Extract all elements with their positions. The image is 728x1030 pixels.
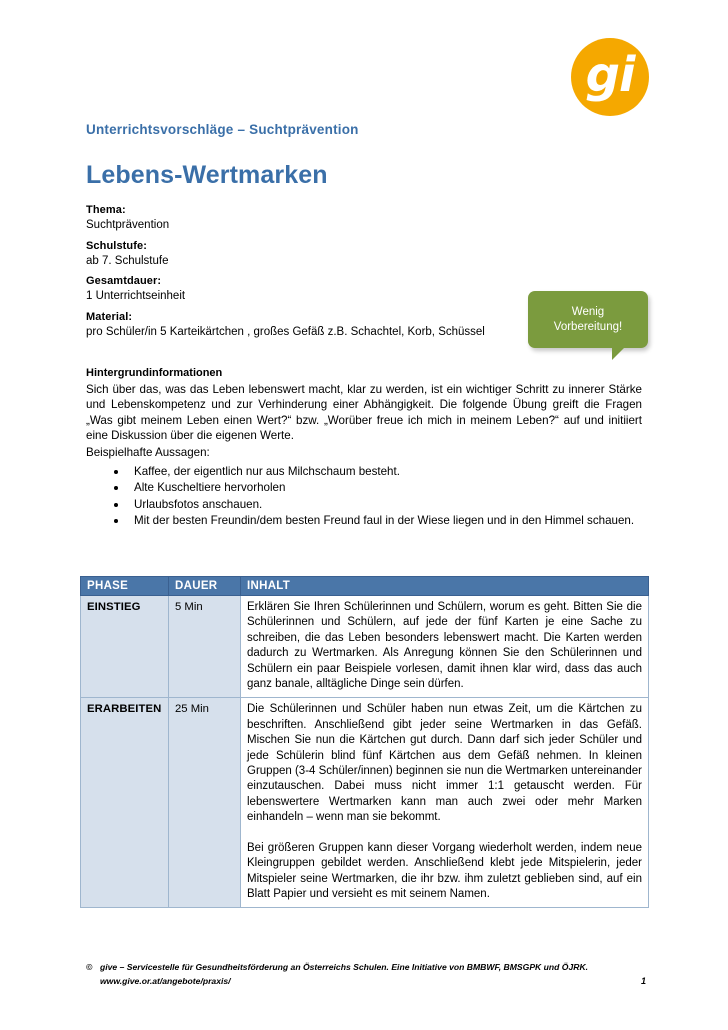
cell-inhalt: [241, 698, 649, 908]
table-row: [81, 698, 649, 908]
column-header-dauer: DAUER: [169, 577, 241, 596]
meta-item-thema: [86, 205, 606, 232]
page-title: Lebens-Wertmarken: [86, 161, 328, 189]
footer-copyright-symbol: ©: [86, 962, 93, 972]
list-item: Kaffee, der eigentlich nur aus Milchschaum besteht.: [110, 464, 642, 479]
examples-list: [86, 464, 642, 529]
footer-credit-line: give – Servicestelle für Gesundheitsförderung an Österreichs Schulen. Eine Initiative von BMBWF, BMSGPK und ÖJRK.: [100, 962, 589, 972]
background-subheading: Beispielhafte Aussagen:: [86, 445, 210, 459]
cell-paragraph: Bei größeren Gruppen kann dieser Vorgang wiederholt werden, indem neue Kleingruppen gebildet werden. Anschließend klebt jede Mitspielerin, jeder Mitspieler seine Wertmarken, die ihr bzw. ihm zuletzt geblieben sind, auf ein Blatt Papier und versieht es mit seinem Namen.: [247, 841, 642, 900]
logo-text: gi: [585, 47, 635, 103]
column-header-inhalt: INHALT: [241, 577, 649, 596]
callout-text: [554, 305, 622, 335]
cell-dauer: 5 Min: [169, 596, 241, 698]
list-item: Mit der besten Freundin/dem besten Freund faul in der Wiese liegen und in den Himmel schauen.: [110, 513, 642, 528]
meta-label: Gesamtdauer:: [86, 275, 162, 287]
give-logo: [571, 38, 649, 116]
table-row: [81, 596, 649, 698]
list-item: Urlaubsfotos anschauen.: [110, 497, 642, 512]
cell-paragraph: Erklären Sie Ihren Schülerinnen und Schülern, worum es geht. Bitten Sie die Schülerinnen und Schülern, auf jede der fünf Karten je eine Sache zu schreiben, die das Leben besonders lebenswert macht. Die Karten werden dadurch zu Wertmarken. Als Anregung können Sie den Schülerinnen und Schülern ein paar Beispiele vorlesen, damit ihnen klar wird, dass das auch ganz banale, alltägliche Dinge sein dürfen.: [247, 601, 642, 691]
cell-phase: EINSTIEG: [81, 596, 169, 698]
callout-tail: [612, 347, 625, 360]
meta-label: Material:: [86, 310, 133, 323]
footer-url: www.give.or.at/angebote/praxis/: [100, 976, 231, 986]
meta-value: Suchtprävention: [86, 219, 170, 231]
document-kicker: Unterrichtsvorschläge – Suchtprävention: [86, 122, 359, 137]
meta-label: Thema:: [86, 204, 126, 216]
page-number: 1: [640, 976, 646, 986]
list-item: Alte Kuscheltiere hervorholen: [110, 480, 642, 495]
background-text: Sich über das, was das Leben lebenswert macht, klar zu werden, ist ein wichtiger Schritt zu innerer Stärke und Lebenskompetenz und zur Verhinderung einer Abhängigkeit. Die folgende Übung greift die Fragen „Was gibt meinem Leben einen Wert?“ bzw. „Worüber freue ich mich in meinem Leben?“ auf und initiiert eine Diskussion über die eigenen Werte.: [86, 383, 642, 443]
cell-inhalt: [241, 596, 649, 698]
background-heading: Hintergrundinformationen: [86, 367, 223, 379]
cell-dauer: 25 Min: [169, 698, 241, 908]
column-header-phase: PHASE: [81, 577, 169, 596]
lesson-plan-table-wrapper: [80, 576, 648, 908]
cell-paragraph: Die Schülerinnen und Schüler haben nun etwas Zeit, um die Kärtchen zu beschriften. Anschließend gibt jeder seine Wertmarken in das Gefäß. Mischen Sie nun die Kärtchen gut durch. Dann darf sich jeder Schüler und jede Schülerin blind fünf Kärtchen aus dem Gefäß nehmen. In kleinen Gruppen (3-4 Schüler/innen) beginnen sie nun die Wertmarken untereinander einzutauschen. Dabei muss nicht immer 1:1 getauscht werden. Für lebenswertere Wertmarken kann man auch zwei oder mehr Marken einhandeln – wenn man sie bekommt.: [247, 703, 642, 824]
cell-phase: ERARBEITEN: [81, 698, 169, 908]
page-footer: [86, 960, 646, 988]
meta-label: Schulstufe:: [86, 239, 147, 252]
background-section: [86, 367, 642, 530]
meta-value: ab 7. Schulstufe: [86, 254, 169, 267]
callout-badge: [528, 291, 648, 348]
callout-line-2: Vorbereitung!: [553, 320, 623, 333]
lesson-plan-table: [80, 576, 649, 908]
table-header-row: [81, 577, 649, 596]
meta-value: 1 Unterrichtseinheit: [86, 290, 186, 302]
meta-value: pro Schüler/in 5 Karteikärtchen , großes Gefäß z.B. Schachtel, Korb, Schüssel: [86, 325, 485, 338]
callout-line-1: Wenig: [571, 305, 605, 318]
meta-item-schulstufe: [86, 241, 606, 268]
